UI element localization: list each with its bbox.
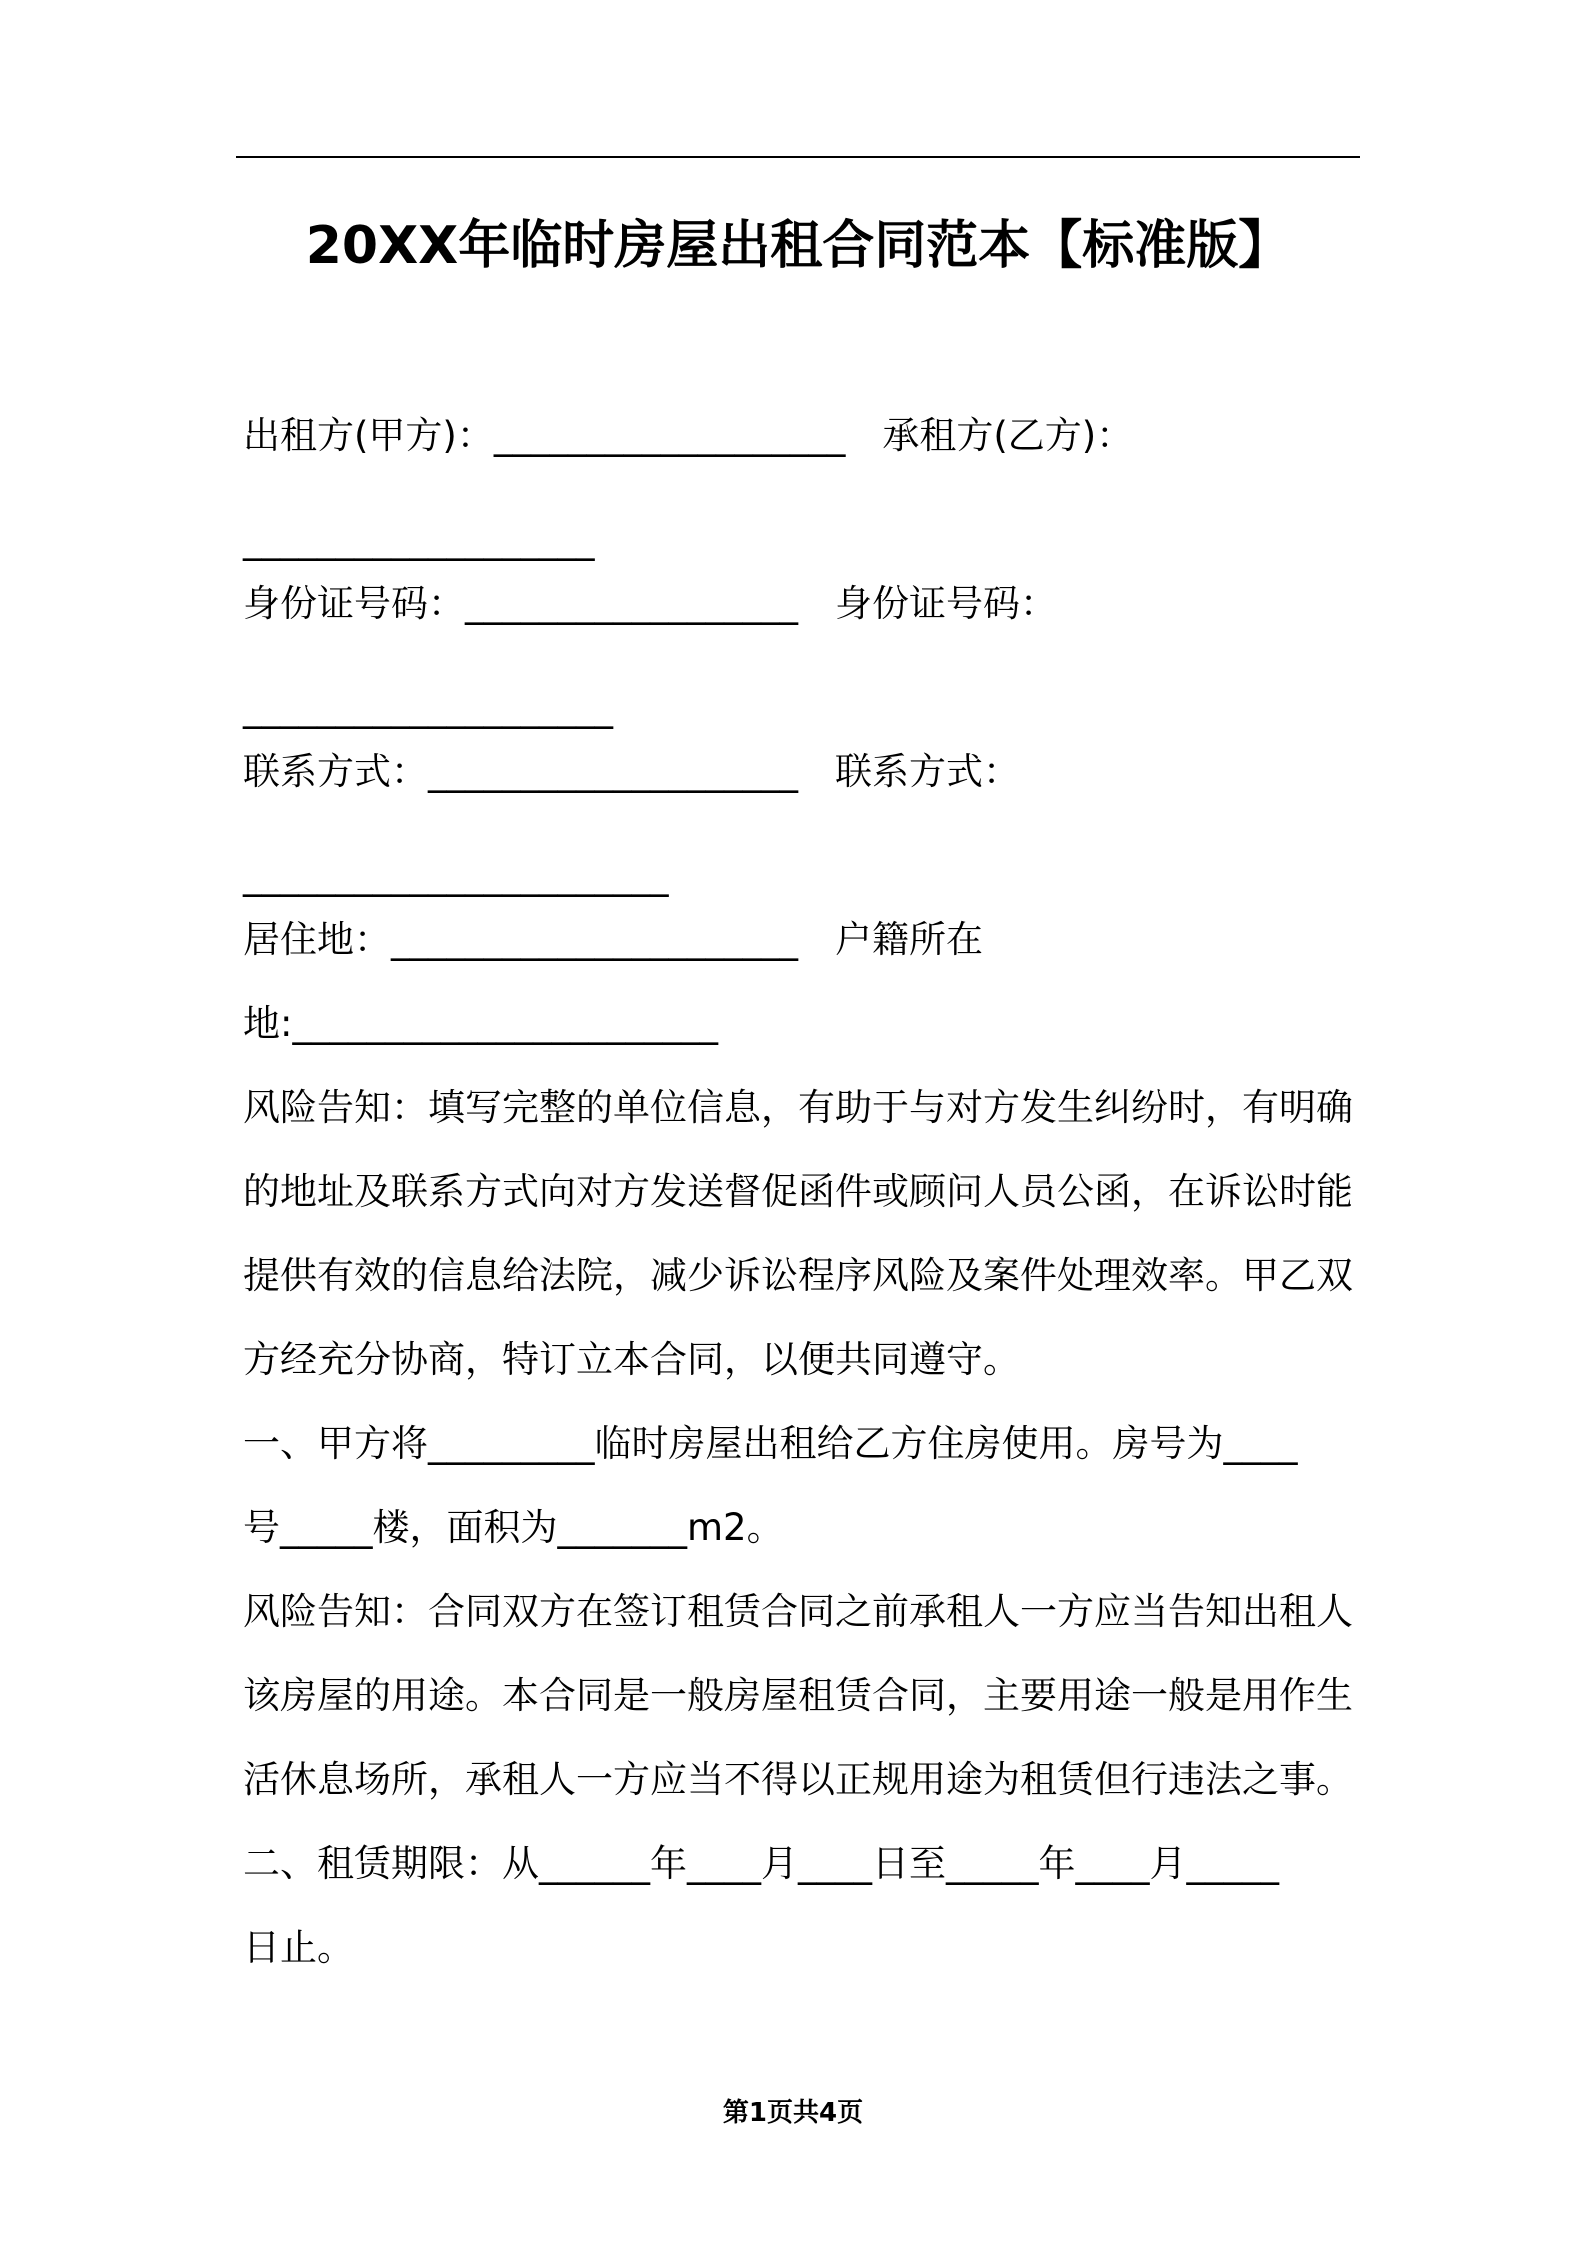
text-line: 居住地：______________________ 户籍所在 [243, 918, 983, 961]
text-line: 号_____楼，面积为_______m2。 [243, 1506, 784, 1549]
text-line: 提供有效的信息给法院，减少诉讼程序风险及案件处理效率。甲乙双 [243, 1254, 1353, 1297]
text-line: _______________________ [243, 854, 669, 897]
text-line: 一、甲方将_________临时房屋出租给乙方住房使用。房号为____ [243, 1422, 1298, 1465]
text-line: 身份证号码：__________________ 身份证号码： [243, 582, 1057, 625]
page-footer: 第1页共4页 [722, 2098, 864, 2128]
text-line: 该房屋的用途。本合同是一般房屋租赁合同，主要用途一般是用作生 [243, 1674, 1353, 1717]
text-line: 风险告知：填写完整的单位信息，有助于与对方发生纠纷时，有明确 [243, 1086, 1353, 1129]
text-line: 出租方(甲方)：___________________ 承租方(乙方)： [243, 414, 1134, 457]
text-line: 地:_______________________ [243, 1002, 718, 1045]
text-line: 活休息场所，承租人一方应当不得以正规用途为租赁但行违法之事。 [243, 1758, 1353, 1801]
top-rule [236, 156, 1360, 158]
text-line: 联系方式：____________________ 联系方式： [243, 750, 1020, 793]
text-line: ____________________ [243, 686, 613, 729]
text-line: 风险告知：合同双方在签订租赁合同之前承租人一方应当告知出租人 [243, 1590, 1353, 1633]
text-line: 二、租赁期限：从______年____月____日至_____年____月_____ [243, 1842, 1279, 1885]
document-title: 20XX年临时房屋出租合同范本【标准版】 [305, 216, 1291, 276]
text-line: 日止。 [243, 1926, 354, 1969]
text-line: 方经充分协商，特订立本合同，以便共同遵守。 [243, 1338, 1020, 1381]
text-line: ___________________ [243, 518, 595, 561]
text-line: 的地址及联系方式向对方发送督促函件或顾问人员公函，在诉讼时能 [243, 1170, 1353, 1213]
